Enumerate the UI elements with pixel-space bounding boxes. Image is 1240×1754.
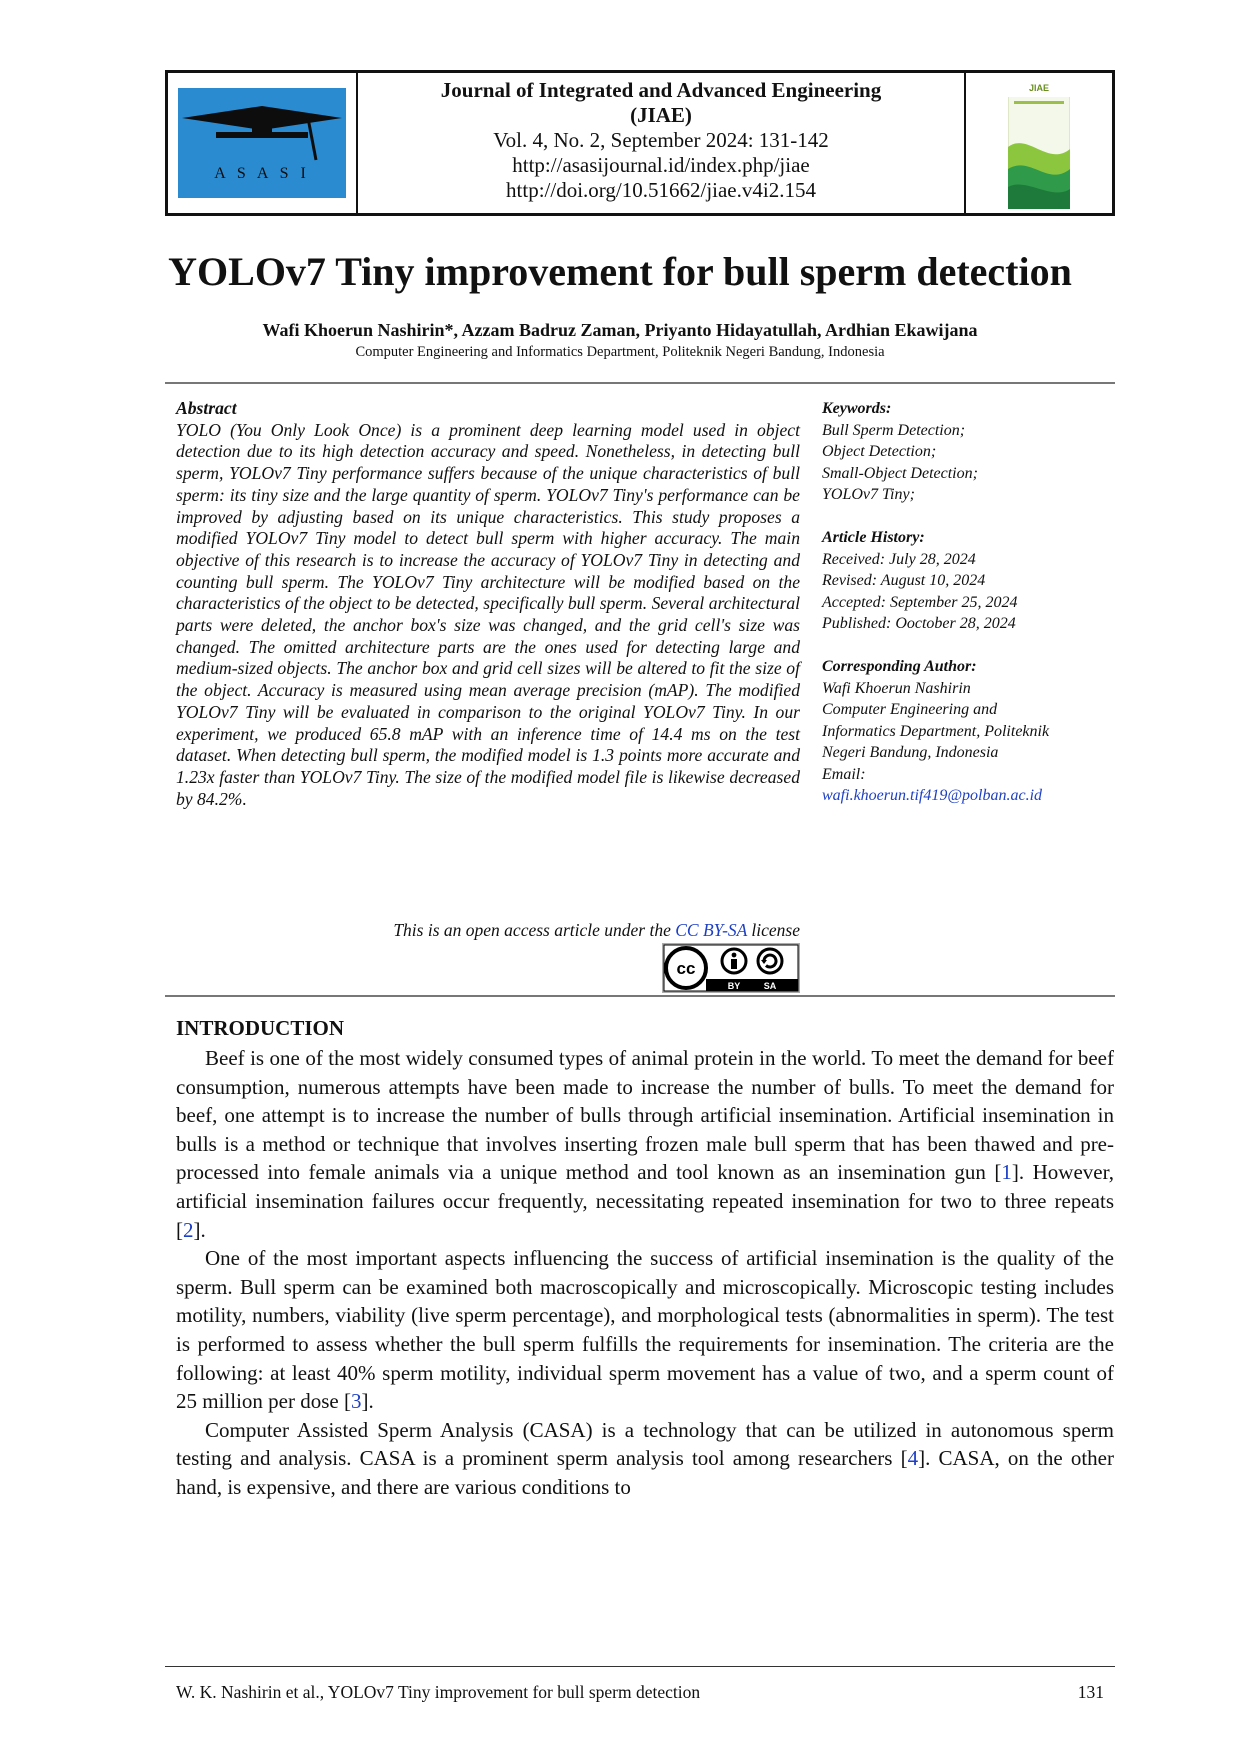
keyword-item: Object Detection; xyxy=(822,443,937,460)
citation-link[interactable]: 2 xyxy=(183,1217,194,1242)
intro-paragraph: Beef is one of the most widely consumed types of animal protein in the world. To meet the demand for beef consumption, numerous attempts have been made to increase the number of bulls. To meet the demand for beef, one attempt is to increase the number of bulls through artificial insemination. Artificial insemination in bulls is a method or technique that involves inserting frozen male bull sperm that has been thawed and pre-processed into female animals via a unique method and tool known as an insemination gun [1]. However, artificial insemination failures occur frequently, necessitating repeated insemination for two to three repeats [2]. xyxy=(176,1046,1114,1242)
email-label: Email: xyxy=(822,765,866,783)
keyword-item: Bull Sperm Detection; xyxy=(822,421,966,439)
keywords-label: Keywords: xyxy=(822,400,892,417)
footer-rule xyxy=(165,1666,1115,1667)
page-number: 131 xyxy=(1077,1682,1104,1702)
license-statement xyxy=(176,920,800,941)
cc-by-sa-badge[interactable] xyxy=(662,943,800,998)
corresponding-affil-3: Negeri Bandung, Indonesia xyxy=(822,744,999,761)
footer-citation: W. K. Nashirin et al., YOLOv7 Tiny improvement for bull sperm detection xyxy=(176,1682,701,1702)
corresponding-email-link[interactable]: wafi.khoerun.tif419@polban.ac.id xyxy=(822,787,1043,804)
corresponding-name: Wafi Khoerun Nashirin xyxy=(822,679,971,697)
journal-header-box xyxy=(165,70,1115,216)
intro-text: . xyxy=(368,1389,374,1414)
abstract-label: Abstract xyxy=(176,398,237,418)
volume-info: Vol. 4, No. 2, September 2024: 131-142 xyxy=(493,128,829,152)
intro-text: Beef is one of the most widely consumed types of animal protein in the world. To meet the demand for beef consumption, numerous attempts have been made to increase the number of bulls. To meet the demand for beef, one attempt is to increase the number of bulls through artificial insemination. Artificial insemination in bulls is a method or technique that involves inserting frozen male bull sperm that has been thawed and pre-processed into female animals via a unique method and tool known as an insemination gun xyxy=(176,1046,1114,1185)
intro-text: . xyxy=(200,1217,206,1242)
cc-license-icon xyxy=(662,943,800,993)
citation-link[interactable]: 4 xyxy=(907,1446,919,1471)
history-label: Article History: xyxy=(822,529,925,546)
intro-text: One of the most important aspects influencing the success of artificial insemination is the quality of the sperm. Bull sperm can be examined both macroscopically and microscopically. Microscopic testing includes motility, numbers, viability (live sperm percentage), and morphological tests (abnormalities in sperm). The test is performed to assess whether the bull sperm fulfills the requirements for insemination. The criteria are the following: at least 40% sperm motility, individual sperm movement has a value of two, and a sperm count of 25 million per dose xyxy=(176,1246,1114,1414)
asasi-logo xyxy=(168,73,358,213)
keyword-item: Small-Object Detection; xyxy=(822,464,978,482)
journal-info xyxy=(358,73,964,213)
cover-text: JIAE xyxy=(1028,83,1050,93)
journal-abbrev: (JIAE) xyxy=(630,103,692,127)
corresponding-affil-2: Informatics Department, Politeknik xyxy=(822,722,1050,740)
divider-top xyxy=(165,382,1115,384)
intro-text: Computer Assisted Sperm Analysis (CASA) is a technology that can be utilized in autonomous sperm testing and analysis. CASA is a prominent sperm analysis tool among researchers xyxy=(176,1417,1114,1471)
journal-url[interactable]: http://asasijournal.id/index.php/jiae xyxy=(512,153,810,177)
logo-text: A S A S I xyxy=(214,165,310,182)
cc-text: cc xyxy=(676,959,696,978)
abstract-text: YOLO (You Only Look Once) is a prominent deep learning model used in object detection due to its high detection accuracy and speed. Nonetheless, in detecting bull sperm, YOLOv7 Tiny performance suffers because of the unique characteristics of bull sperm: its tiny size and the large quantity of sperm. YOLOv7 Tiny's performance can be improved by adjusting based on its unique characteristics. This study proposes a modified YOLOv7 Tiny model to detect bull sperm with higher accuracy. The main objective of this research is to increase the accuracy of YOLOv7 Tiny in detecting and counting bull sperm. The YOLOv7 Tiny architecture will be modified based on the characteristics of the object to be detected, specifically bull sperm. Several architectural parts were deleted, the anchor box's size was changed, and the grid cell's size was changed. The omitted architecture parts are the ones used for detecting large and medium-sized objects. The anchor box and grid cell sizes will be altered to fit the size of the object. Accuracy is measured using mean average precision (mAP). The modified YOLOv7 Tiny will be evaluated in comparison to the original YOLOv7 Tiny. In our experiment, we produced 65.8 mAP with an inference time of 14.4 ms on the test dataset. When detecting bull sperm, the modified model is 1.3 points more accurate and 1.23x faster than YOLOv7 Tiny. The size of the modified model file is likewise decreased by 84.2%. xyxy=(176,419,800,809)
journal-name: Journal of Integrated and Advanced Engineering xyxy=(440,78,882,102)
author-list: Wafi Khoerun Nashirin*, Azzam Badruz Zaman, Priyanto Hidayatullah, Ardhian Ekawijana xyxy=(262,320,978,340)
corresponding-affil-1: Computer Engineering and xyxy=(822,701,998,718)
license-suffix: license xyxy=(747,920,800,940)
license-prefix: This is an open access article under the xyxy=(393,920,676,940)
history-published: Published: Ooctober 28, 2024 xyxy=(822,615,1016,632)
journal-cover-icon xyxy=(1008,77,1070,209)
abstract-section xyxy=(176,398,800,810)
citation-link[interactable]: 3 xyxy=(350,1389,362,1414)
intro-paragraph: Computer Assisted Sperm Analysis (CASA) is a technology that can be utilized in autonomous sperm testing and analysis. CASA is a prominent sperm analysis tool among researchers [4]. CASA, on the other hand, is expensive, and there are various conditions to xyxy=(176,1417,1114,1499)
introduction-body xyxy=(176,1044,1114,1502)
history-received: Received: July 28, 2024 xyxy=(822,550,976,568)
by-text: BY xyxy=(727,981,741,991)
article-sidebar xyxy=(822,398,1112,807)
intro-text: . However, artificial insemination failures occur frequently, necessitating repeated insemination for two to three repeats xyxy=(176,1160,1114,1213)
journal-cover-thumbnail xyxy=(964,73,1112,213)
corresponding-label: Corresponding Author: xyxy=(822,658,977,675)
intro-text: . CASA, on the other hand, is expensive, and there are various conditions to xyxy=(176,1446,1114,1499)
author-affiliation: Computer Engineering and Informatics Department, Politeknik Negeri Bandung, Indonesia xyxy=(355,344,885,360)
keyword-item: YOLOv7 Tiny; xyxy=(822,486,915,503)
doi-url[interactable]: http://doi.org/10.51662/jiae.v4i2.154 xyxy=(506,178,816,202)
introduction-heading: INTRODUCTION xyxy=(176,1016,345,1040)
graduation-cap-logo-icon xyxy=(178,88,346,198)
sa-text: SA xyxy=(763,981,777,991)
license-link[interactable]: CC BY-SA xyxy=(675,920,748,940)
citation-link[interactable]: 1 xyxy=(1001,1160,1012,1185)
divider-bottom xyxy=(165,995,1115,997)
history-revised: Revised: August 10, 2024 xyxy=(822,572,986,589)
intro-paragraph: One of the most important aspects influencing the success of artificial insemination is the quality of the sperm. Bull sperm can be examined both macroscopically and microscopically. Microscopic testing includes motility, numbers, viability (live sperm percentage), and morphological tests (abnormalities in sperm). The test is performed to assess whether the bull sperm fulfills the requirements for insemination. The criteria are the following: at least 40% sperm motility, individual sperm movement has a value of two, and a sperm count of 25 million per dose [3]. xyxy=(176,1246,1114,1414)
paper-title: YOLOv7 Tiny improvement for bull sperm detection xyxy=(168,249,1072,294)
history-accepted: Accepted: September 25, 2024 xyxy=(822,593,1018,611)
